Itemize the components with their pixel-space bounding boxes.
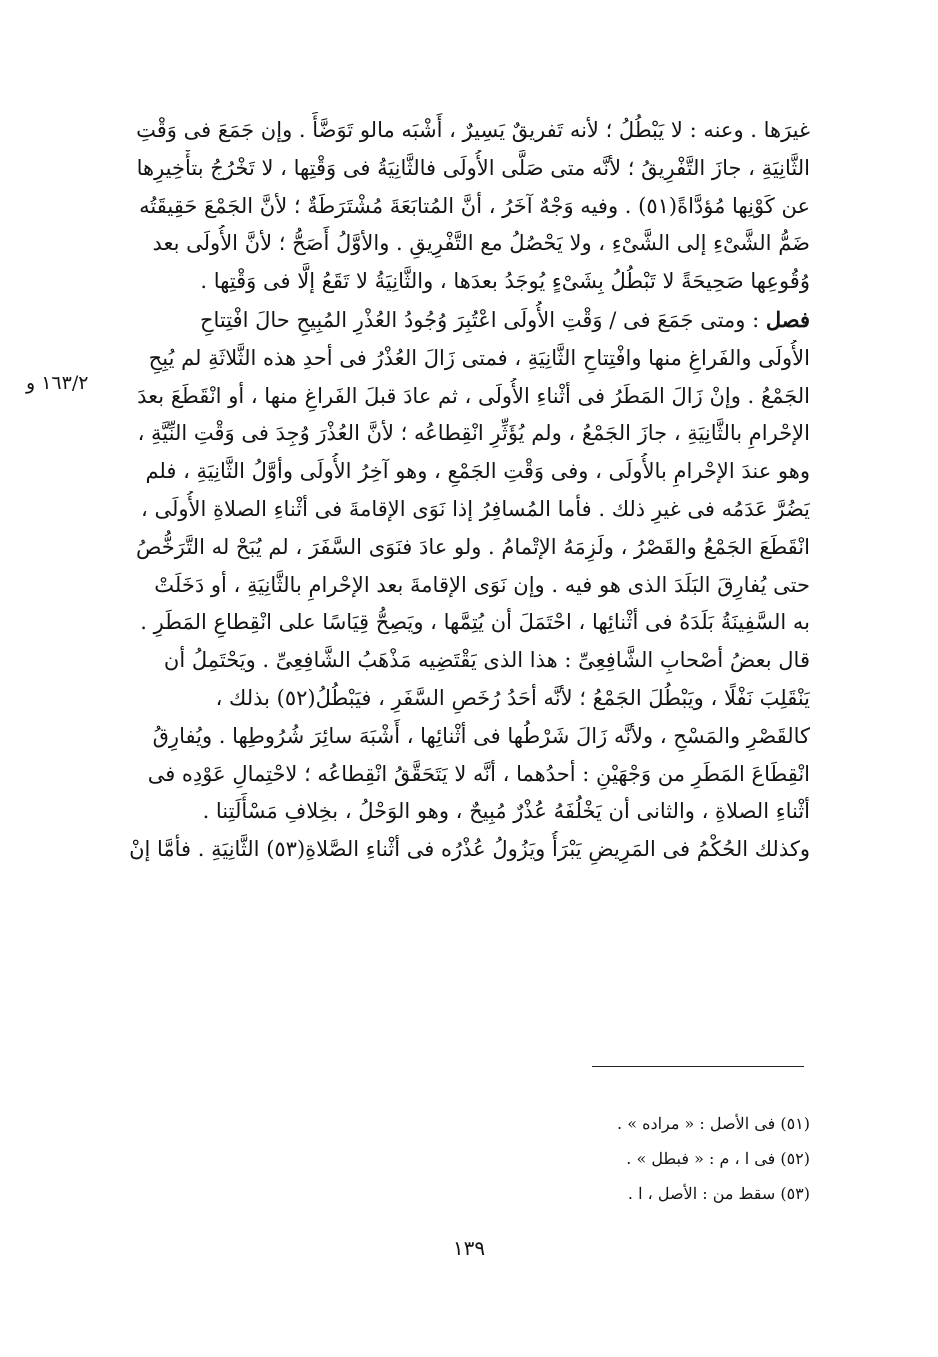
- text-line: يَضُرَّ عَدَمُه فى غيرِ ذلك . فأما المُسافِرُ إذا نَوَى الإقامةَ فى أثْناءِ الصلاةِ الأُولَى ،: [141, 496, 810, 521]
- text-line: [108, 301, 810, 340]
- footnote-item: (٥٢) فى ا ، م : « فبطل » .: [626, 1149, 810, 1168]
- text-line: كالقَصْرِ والمَسْحِ ، ولأنَّه زَالَ شَرْطُها فى أثْنائِها ، أَشْبَهَ سائِرَ شُرُوطِها . ويُفارِقُ: [152, 723, 810, 748]
- footnote-divider: [592, 1066, 804, 1067]
- text-line: عن كَوْنِها مُؤدَّاةً(٥١) . وفيه وَجْهٌ آخَرُ ، أنَّ المُتابَعَةَ مُشْتَرَطَةٌ ؛ لأنَّ الجَمْعَ حَقِيقَتُه: [139, 193, 810, 218]
- text-line: به السَّفِينَةُ بَلَدَهُ فى أثْنائِها ، احْتَمَلَ أن يُتِمَّها ، ويَصِحُّ قِيَاسًا على انْقِطاعِ المَطَرِ .: [140, 610, 810, 635]
- main-text-block: [108, 112, 810, 869]
- text-line: وكذلك الحُكْمُ فى المَرِيضِ يَبْرَأُ ويَزُولُ عُذْرُه فى أثْناءِ الصَّلاةِ(٥٣) الثَّانِيَةِ . فأمَّا إنْ: [129, 837, 810, 862]
- paragraph-2-fasl: [108, 301, 810, 869]
- text-line-rest: : ومتى جَمَعَ فى / وَقْتِ الأُولَى اعْتُبِرَ وُجُودُ العُذْرِ المُبِيحِ حالَ افْتِتاحِ: [199, 307, 766, 332]
- page-number: ١٣٩: [452, 1236, 486, 1260]
- footnotes: [560, 1106, 810, 1211]
- paragraph-1: [108, 112, 810, 301]
- text-line: انْقَطَعَ الجَمْعُ والقَصْرُ ، ولَزِمَهُ الإتْمامُ . ولو عادَ فنَوَى السَّفَرَ ، لم يُبَحْ له التَّرَخُّصُ: [136, 534, 810, 559]
- text-line: الجَمْعُ . وإنْ زَالَ المَطَرُ فى أثْناءِ الأُولَى ، ثم عادَ قبلَ الفَراغِ منها ، أو انْقَطَعَ بعدَ: [137, 383, 810, 408]
- text-line: الثَّانِيَةِ ، جازَ التَّفْرِيقُ ؛ لأنَّه متى صَلَّى الأُولَى فالثَّانِيَةُ فى وَقْتِها ، لا تَخْرُجُ بتأْخِيرِها: [136, 155, 810, 180]
- text-line: غيرَها . وعنه : لا يَبْطُلُ ؛ لأنه تَفريقٌ يَسِيرٌ ، أَشْبَه مالو تَوَضَّأَ . وإن جَمَعَ فى وَقْتِ: [136, 118, 810, 142]
- section-heading-fasl: فصل: [765, 306, 810, 332]
- text-line: قال بعضُ أصْحابِ الشَّافِعِىِّ : هذا الذى يَقْتَضِيه مَذْهَبُ الشَّافِعِىِّ . ويَحْتَمِلُ أن: [163, 648, 810, 673]
- footnote-item: (٥٣) سقط من : الأصل ، ا .: [627, 1184, 810, 1203]
- text-line: الإحْرامِ بالثَّانِيَةِ ، جازَ الجَمْعُ ، ولم يُؤَثِّرِ انْقِطاعُه ؛ لأنَّ العُذْرَ وُجِدَ فى وَقْتِ النِّيَّةِ ،: [137, 421, 810, 446]
- text-line: انْقِطَاعَ المَطَرِ من وَجْهَيْنِ : أحدُهما ، أنَّه لا يَتَحَقَّقُ انْقِطاعُه ؛ لاحْتِمالِ عَوْدِه فى: [147, 761, 810, 786]
- text-line: الأُولَى والفَراغِ منها وافْتِتاحِ الثَّانِيَةِ ، فمتى زَالَ العُذْرُ فى أحدِ هذه الثَّلاثَةِ لم يُبِحِ: [148, 345, 810, 370]
- text-line: وُقُوعِها صَحِيحَةً لا تَبْطُلُ بِشَىْءٍ يُوجَدُ بعدَها ، والثَّانِيَةُ لا تَقَعُ إلَّا فى وَقْتِها .: [200, 269, 810, 294]
- footnote-item: (٥١) فى الأصل : « مراده » .: [617, 1114, 810, 1133]
- text-line: يَنْقَلِبَ نَفْلًا ، ويَبْطُلَ الجَمْعُ ؛ لأنَّه أحَدُ رُخَصِ السَّفَرِ ، فيَبْطُلُ(٥٢) بذلك ،: [215, 685, 810, 710]
- text-line: أثْناءِ الصلاةِ ، والثانى أن يَخْلُفَهُ عُذْرٌ مُبِيحٌ ، وهو الوَحْلُ ، بخِلافِ مَسْأَلَتِنا .: [202, 799, 810, 824]
- text-line: ضَمُّ الشَّىْءِ إلى الشَّىْءِ ، ولا يَحْصُلُ مع التَّفْرِيقِ . والأوَّلُ أَصَحُّ ؛ لأنَّ الأُولَى بعد: [152, 231, 810, 256]
- text-line: وهو عندَ الإحْرامِ بالأُولَى ، وفى وَقْتِ الجَمْعِ ، وهو آخِرُ الأُولَى وأوَّلُ الثَّانِيَةِ ، فلم: [145, 459, 810, 484]
- text-line: حتى يُفارِقَ البَلَدَ الذى هو فيه . وإن نَوَى الإقامةَ بعد الإحْرامِ بالثَّانِيَةِ ، أو دَخَلَتْ: [154, 572, 810, 597]
- margin-reference: ١٦٣/٢ و: [26, 372, 89, 394]
